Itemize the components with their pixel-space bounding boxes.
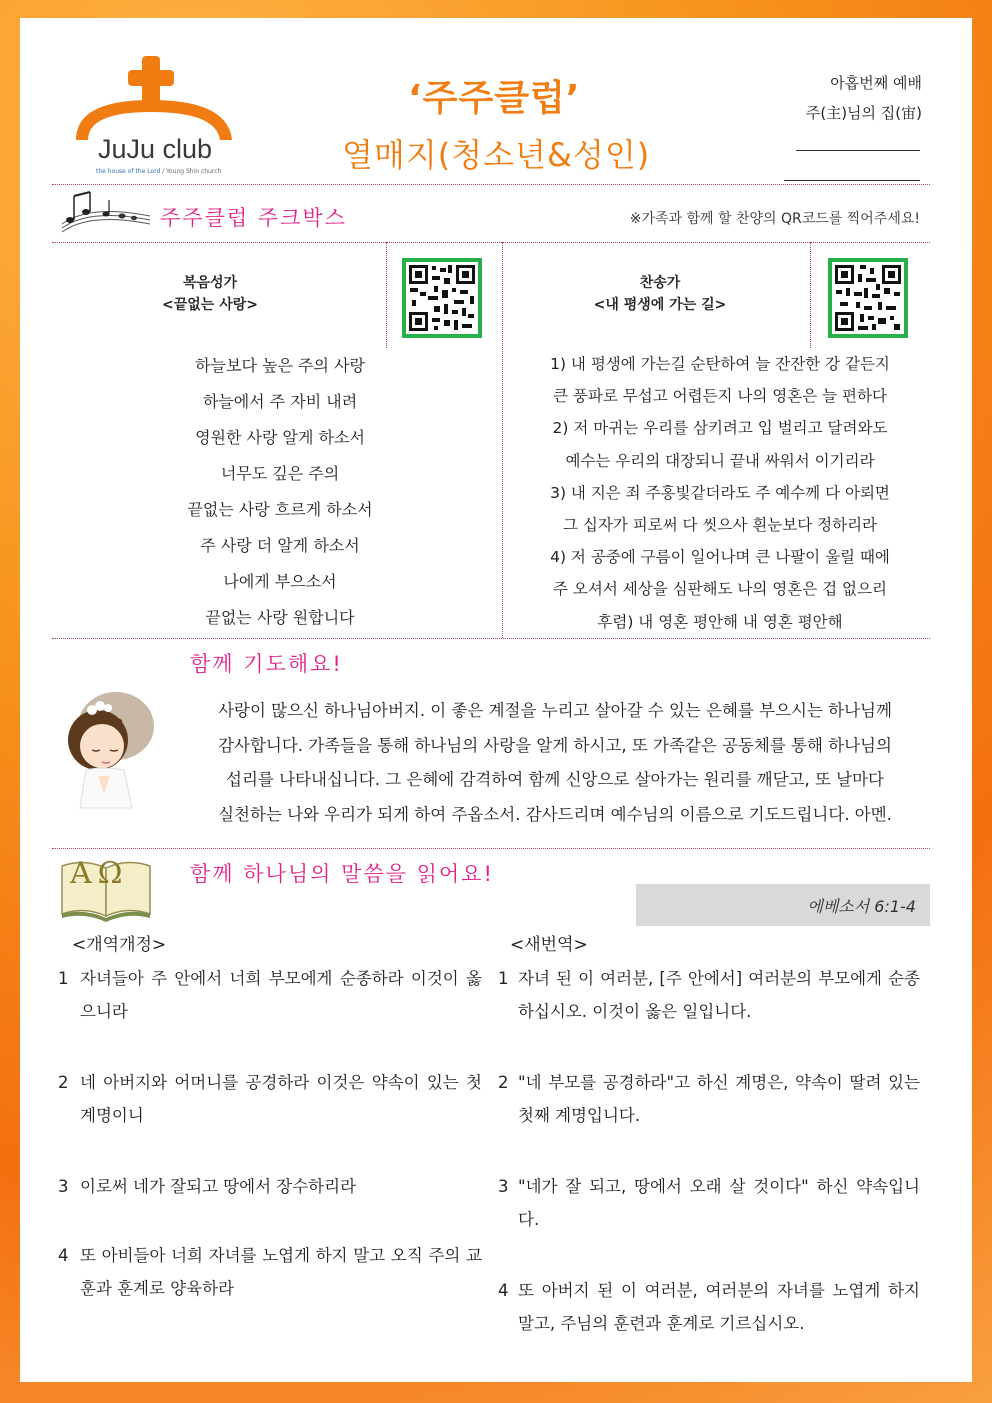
juju-club-logo	[72, 56, 242, 176]
scripture-reference: 에베소서 6:1-4	[636, 884, 930, 926]
word-title: 함께 하나님의 말씀을 읽어요!	[190, 862, 494, 886]
right-qr-code[interactable]	[828, 258, 908, 338]
verse-text: 자녀들아 주 안에서 너희 부모에게 순종하라 이것이 옳으니라	[80, 969, 482, 1021]
left-song-header	[120, 272, 300, 316]
verse-number: 1	[498, 969, 509, 988]
verse-number: 4	[58, 1246, 69, 1265]
cross-arc-icon	[72, 56, 242, 146]
divider	[52, 638, 930, 639]
qr-note: ※가족과 함께 할 찬양의 QR코드를 찍어주세요!	[629, 211, 920, 227]
qr-box-divider-left	[386, 242, 387, 348]
left-song-name: <끝없는 사랑>	[162, 297, 258, 313]
left-version-label: <개역개정>	[72, 935, 167, 955]
service-number: 아홉번째 예배	[830, 74, 922, 92]
prayer-title: 함께 기도해요!	[190, 652, 343, 676]
jukebox-title: 주주클럽 주크박스	[160, 206, 347, 230]
alpha-omega-letters: AΩ	[70, 856, 129, 891]
lyric-line: 나에게 부으소서	[223, 572, 337, 591]
church-name: 주(主)님의 집(宙)	[805, 104, 922, 122]
blank-line-1	[796, 150, 920, 151]
divider	[52, 184, 930, 185]
prayer-line: 사랑이 많으신 하나님아버지. 이 좋은 계절을 누리고 살아갈 수 있는 은혜를 부으시는 하나님께	[218, 701, 892, 720]
logo-name: JuJu club	[98, 134, 213, 164]
left-qr-code[interactable]	[402, 258, 482, 338]
lyric-line: 2) 저 마귀는 우리를 삼키려고 입 벌리고 달려와도	[552, 419, 888, 438]
lyric-line: 너무도 깊은 주의	[220, 464, 340, 483]
verse-text: "네가 잘 되고, 땅에서 오래 살 것이다" 하신 약속입니다.	[518, 1177, 920, 1229]
lyric-line: 큰 풍파로 무섭고 어렵든지 나의 영혼은 늘 편하다	[553, 387, 887, 406]
logo-subtitle	[96, 168, 221, 175]
blank-line-2	[784, 180, 920, 181]
lyric-line: 끝없는 사랑 원합니다	[205, 608, 355, 627]
praying-girl-icon	[58, 690, 158, 810]
lyric-line: 끝없는 사랑 흐르게 하소서	[187, 500, 373, 519]
lyric-line: 1) 내 평생에 가는길 순탄하여 늘 잔잔한 강 같든지	[550, 355, 890, 373]
verse-text: 또 아비들아 너희 자녀를 노엽게 하지 말고 오직 주의 교훈과 훈계로 양육하라	[80, 1246, 482, 1298]
verse-number: 3	[58, 1177, 69, 1196]
right-version-label: <새번역>	[510, 935, 588, 955]
right-song-lyrics	[506, 348, 934, 638]
verse-number: 4	[498, 1281, 509, 1300]
lyric-line: 영원한 사랑 알게 하소서	[195, 428, 365, 447]
verse-number: 2	[498, 1073, 509, 1092]
lyric-line: 예수는 우리의 대장되니 끝내 싸워서 이기리라	[565, 451, 875, 470]
prayer-line: 실천하는 나와 우리가 되게 하여 주옵소서. 감사드리며 예수님의 이름으로 기도드립니다. 아멘.	[218, 804, 892, 824]
verse-text: "네 부모를 공경하라"고 하신 계명은, 약속이 딸려 있는 첫째 계명입니다.	[518, 1073, 920, 1125]
left-song-category: 복음성가	[182, 275, 238, 291]
page-title: ‘주주클럽’	[408, 78, 581, 119]
lyric-line: 그 십자가 피로써 다 씻으사 흰눈보다 정하리라	[562, 516, 878, 535]
divider	[52, 242, 930, 243]
divider	[52, 848, 930, 849]
verse-text: 또 아버지 된 이 여러분, 여러분의 자녀를 노엽게 하지 말고, 주님의 훈련과 훈계로 기르십시오.	[518, 1281, 920, 1333]
verse-text: 네 아버지와 어머니를 공경하라 이것은 약속이 있는 첫 계명이니	[80, 1073, 482, 1125]
verse-text: 자녀 된 이 여러분, [주 안에서] 여러분의 부모에게 순종하십시오. 이것이 옳은 일입니다.	[518, 969, 920, 1021]
prayer-text	[160, 694, 950, 832]
lyric-line: 하늘에서 주 자비 내려	[202, 392, 358, 411]
lyric-line: 주 사랑 더 알게 하소서	[200, 536, 360, 555]
qr-box-divider-right	[810, 242, 811, 348]
verse-text: 이로써 네가 잘되고 땅에서 장수하리라	[80, 1177, 357, 1196]
lyric-line: 주 오셔서 세상을 심판해도 나의 영혼은 겁 없으리	[553, 580, 887, 599]
right-song-name: <내 평생에 가는 길>	[593, 297, 727, 313]
right-song-category: 찬송가	[639, 275, 681, 291]
music-notes-icon	[60, 190, 152, 236]
logo-sub-lord: the house of the Lord	[96, 168, 161, 175]
column-divider	[502, 242, 503, 638]
lyric-line: 3) 내 지은 죄 주홍빛같더라도 주 예수께 다 아뢰면	[550, 483, 890, 502]
lyric-line: 하늘보다 높은 주의 사랑	[195, 356, 365, 375]
lyric-line: 후렴) 내 영혼 평안해 내 영혼 평안해	[597, 612, 843, 631]
verse-number: 1	[58, 969, 69, 988]
page-subtitle: 열매지(청소년&성인)	[342, 136, 651, 174]
right-song-header	[560, 272, 760, 316]
verse-number: 3	[498, 1177, 509, 1196]
prayer-line: 감사합니다. 가족들을 통해 하나님의 사랑을 알게 하시고, 또 가족같은 공동체를 통해 하나님의	[218, 735, 892, 755]
prayer-line: 섭리를 나타내십니다. 그 은혜에 감격하여 함께 신앙으로 살아가는 원리를 깨닫고, 또 날마다	[226, 770, 884, 789]
lyric-line: 4) 저 공중에 구름이 일어나며 큰 나팔이 울릴 때에	[550, 548, 890, 567]
logo-sub-church: / Young Shin church	[160, 168, 222, 175]
left-song-lyrics	[60, 348, 500, 636]
bulletin-page	[20, 18, 972, 1382]
verse-number: 2	[58, 1073, 69, 1092]
